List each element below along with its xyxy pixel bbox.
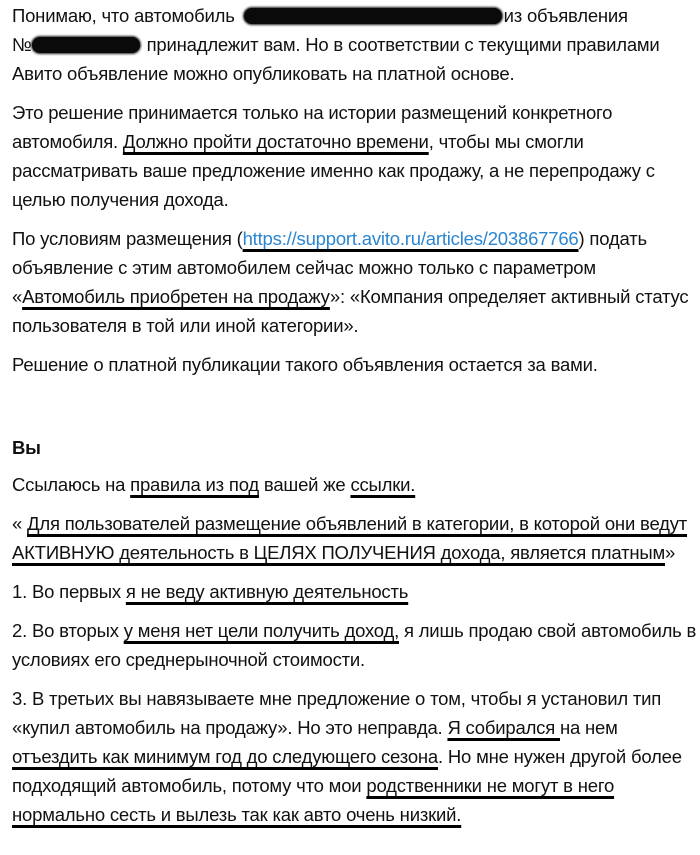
hand-underlined-text: правила из под — [130, 474, 259, 495]
text: »: «Компания определяет активный статус пользователя в той или иной категории». — [12, 286, 689, 336]
user-quote — [12, 509, 700, 567]
hand-underlined-text: Я собирался — [447, 717, 560, 738]
user-point-2 — [12, 616, 700, 674]
hand-underlined-text: Должно пройти достаточно времени — [122, 131, 429, 152]
text: По условиям размещения ( — [12, 228, 243, 249]
support-paragraph-1 — [12, 1, 700, 88]
support-message — [12, 0, 700, 379]
support-paragraph-4: Решение о платной публикации такого объявления остается за вами. — [12, 354, 598, 375]
support-paragraph-2 — [12, 98, 700, 214]
text: » — [665, 542, 676, 563]
message-author: Вы — [12, 437, 41, 458]
hand-underlined-text: я не веду активную деятельность — [125, 581, 409, 602]
hand-underlined-text: у меня нет цели получить доход, — [123, 620, 400, 641]
redacted-car-name — [244, 8, 502, 24]
text: ) подать объявление с этим автомобилем сейчас можно только с параметром « — [12, 228, 647, 307]
hand-underlined-text: родственники не могут в него нормально сесть и вылезь так как авто очень низкий. — [12, 775, 615, 825]
hand-underlined-text: Автомобиль приобретен на продажу — [22, 286, 330, 307]
text: Это решение принимается только на истории размещений конкретного автомобиля. — [12, 102, 613, 152]
text: из объявления — [503, 5, 628, 26]
hand-underlined-text: Для пользователей размещение объявлений в категории, в которой они ведут АКТИВНУЮ деятельность в ЦЕЛЯХ ПОЛУЧЕНИЯ дохода, является платным — [12, 513, 688, 563]
text: на нем — [560, 717, 618, 738]
text: , чтобы мы смогли рассматривать ваше предложение именно как продажу, а не перепродажу с целью получения дохода. — [12, 131, 655, 210]
redacted-listing-number — [32, 37, 140, 53]
text: . Но мне нужен другой более подходящий автомобиль, потому что мои — [12, 746, 682, 796]
text: Ссылаюсь на — [12, 474, 131, 495]
text: я лишь продаю свой автомобиль в условиях его среднерыночной стоимости. — [12, 620, 697, 670]
user-point-3 — [12, 684, 700, 829]
support-paragraph-3 — [12, 224, 700, 340]
text: Понимаю, что автомобиль — [12, 5, 240, 26]
text: принадлежит вам. Но в соответствии с текущими правилами Авито объявление можно опубликовать на платной основе. — [12, 34, 660, 84]
text: 2. Во вторых — [12, 620, 124, 641]
hand-underlined-text: отъездить как минимум год до следующего сезона — [12, 746, 439, 767]
text: 3. В третьих вы навязываете мне предложение о том, чтобы я установил тип «купил автомобиль на продажу». Но это неправда. — [12, 688, 662, 738]
rules-link[interactable]: https://support.avito.ru/articles/203867766 — [242, 228, 579, 249]
text: вашей же — [258, 474, 351, 495]
hand-underlined-text: ссылки. — [350, 474, 416, 495]
user-message — [12, 433, 700, 829]
text: « — [12, 513, 28, 534]
user-paragraph-1 — [12, 470, 700, 499]
number-sign: № — [12, 34, 32, 55]
user-point-1 — [12, 577, 700, 606]
text: 1. Во первых — [12, 581, 126, 602]
